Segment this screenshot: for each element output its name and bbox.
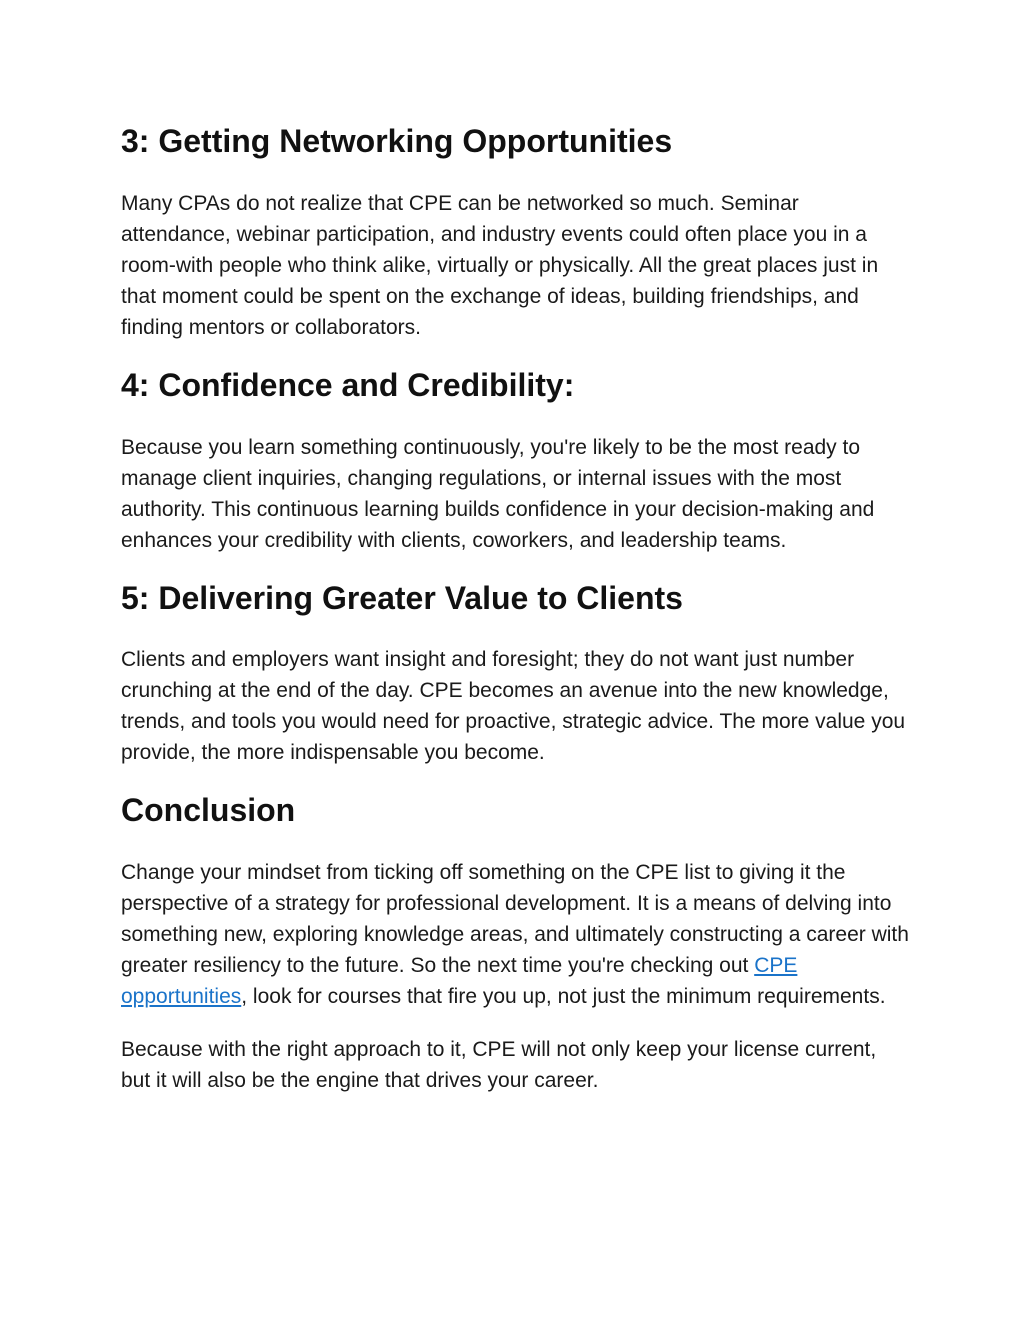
document-page	[121, 118, 911, 1096]
cpe-opportunities-link[interactable]: CPE opportunities	[121, 954, 798, 1008]
conclusion-paragraph-1	[121, 857, 911, 1012]
section-paragraph-confidence: Because you learn something continuously, you're likely to be the most ready to manage client inquiries, changing regulations, or internal issues with the most authority. This continuous learning builds confidence in your decision-making and enhances your credibility with clients, coworkers, and leadership teams.	[121, 436, 875, 552]
conclusion-heading: Conclusion	[121, 792, 296, 828]
section-heading-value: 5: Delivering Greater Value to Clients	[121, 580, 683, 616]
conclusion-text-after-link: , look for courses that fire you up, not just the minimum requirements.	[241, 985, 886, 1008]
conclusion-text-before-link: Change your mindset from ticking off something on the CPE list to giving it the perspective of a strategy for professional development. It is a means of delving into something new, exploring knowledge areas, and ultimately constructing a career with greater resiliency to the future. So the next time you're checking out	[121, 861, 909, 977]
conclusion-paragraph-2: Because with the right approach to it, CPE will not only keep your license current, but it will also be the engine that drives your career.	[121, 1038, 877, 1092]
section-heading-networking: 3: Getting Networking Opportunities	[121, 123, 673, 159]
section-heading-confidence: 4: Confidence and Credibility:	[121, 367, 575, 403]
section-paragraph-value: Clients and employers want insight and foresight; they do not want just number crunching at the end of the day. CPE becomes an avenue into the new knowledge, trends, and tools you would need for proactive, strategic advice. The more value you provide, the more indispensable you become.	[121, 648, 906, 764]
section-paragraph-networking: Many CPAs do not realize that CPE can be networked so much. Seminar attendance, webinar participation, and industry events could often place you in a room-with people who think alike, virtually or physically. All the great places just in that moment could be spent on the exchange of ideas, building friendships, and finding mentors or collaborators.	[121, 192, 879, 339]
